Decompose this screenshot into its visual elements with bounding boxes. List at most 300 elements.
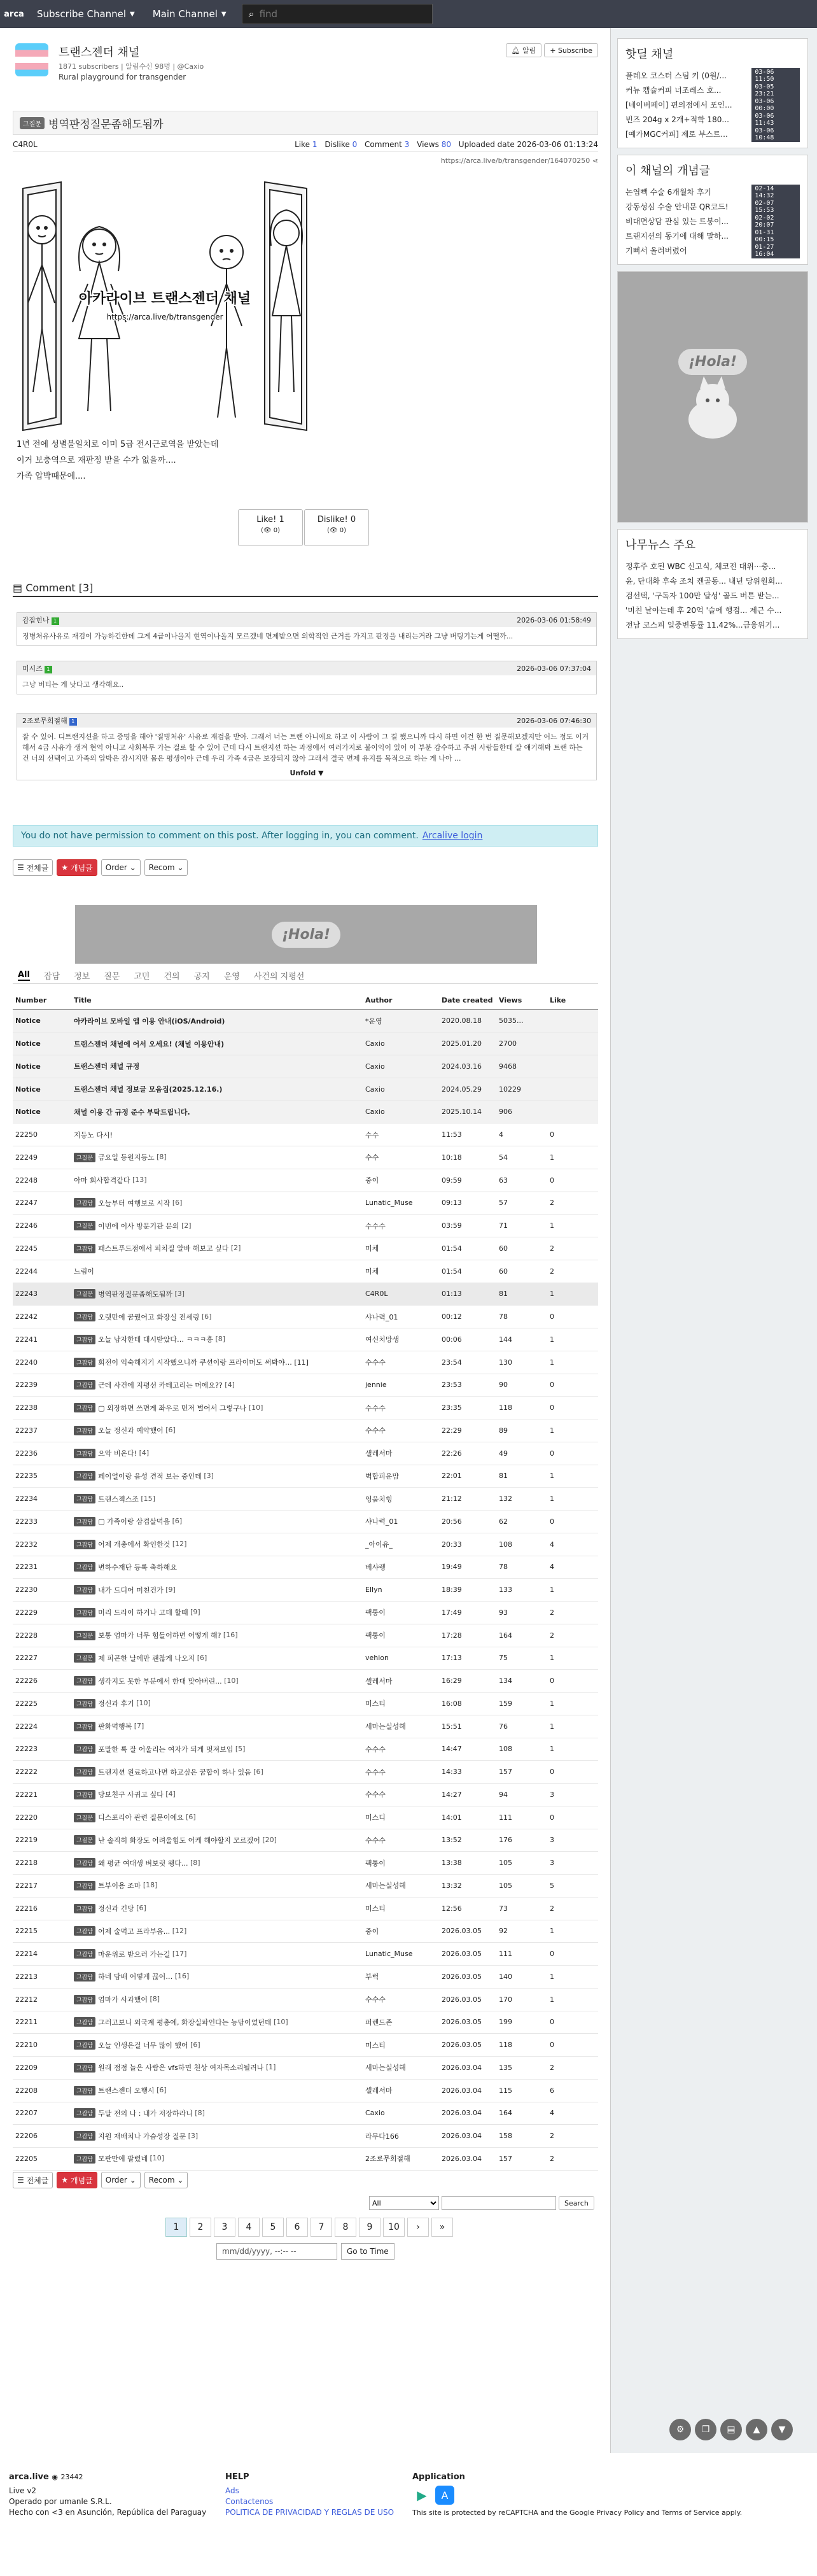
row-title (71, 1374, 363, 1397)
row-title-link[interactable]: 어제 개총에서 확인한것 (98, 1540, 171, 1549)
best-item-title: 논엽빽 수술 6개월차 후기 (625, 188, 711, 197)
order-label: Order (105, 863, 127, 872)
category-tab[interactable]: 건의 (164, 972, 180, 982)
row-author: 수수수 (363, 1784, 439, 1806)
list-item[interactable] (625, 243, 800, 258)
row-views: 164 (496, 2102, 547, 2125)
row-views: 75 (496, 1647, 547, 1670)
recom-select[interactable] (144, 859, 188, 876)
news-title[interactable]: 나무뉴스 주요 (625, 538, 696, 552)
table-row[interactable] (13, 1806, 598, 1829)
table-row[interactable] (13, 2125, 598, 2148)
row-title (71, 2079, 363, 2102)
bell-icon: 🔔︎ (511, 46, 520, 55)
row-title-link[interactable]: 내가 드디어 미친건가 (98, 1586, 164, 1594)
row-title-link[interactable]: 으악 비온다! (98, 1449, 137, 1458)
row-title-link[interactable]: 정신과 후기 (98, 1700, 134, 1708)
table-row[interactable] (13, 1306, 598, 1328)
login-link[interactable]: Arcalive login (422, 831, 483, 841)
list-item[interactable] (625, 617, 800, 632)
footer-visitor-count: 23442 (60, 2473, 83, 2481)
table-row[interactable] (13, 1192, 598, 1214)
row-title-link[interactable]: 보통 엄마가 너무 힘들어하면 어떻게 해? (98, 1631, 221, 1640)
row-title-link[interactable]: 변하수재단 등록 축하해요 (98, 1563, 177, 1572)
go-to-time-button[interactable]: Go to Time (341, 2243, 395, 2260)
page-button[interactable]: 6 (286, 2218, 308, 2237)
hotdeal-title[interactable]: 핫딜 채널 (625, 48, 674, 61)
subscribe-channel-menu[interactable] (28, 0, 144, 28)
category-tab[interactable]: 질문 (104, 972, 120, 982)
row-title (71, 1784, 363, 1806)
row-title-link[interactable]: 그러고보니 외국계 평총에, 화장실파인다는 능담이었던데 (98, 2018, 272, 2027)
order-select[interactable] (101, 859, 141, 876)
comment-author[interactable]: 2조로무희절해 (22, 717, 67, 725)
row-title-link[interactable]: 금요일 등원지등노 (98, 1153, 155, 1162)
app-store-icon[interactable]: A (435, 2486, 454, 2505)
row-title-link[interactable]: 생각지도 못한 부분에서 한대 맞아버린... (98, 1677, 222, 1686)
order-select[interactable] (101, 2172, 141, 2188)
page-button[interactable]: 3 (214, 2218, 235, 2237)
row-views: 62 (496, 1510, 547, 1533)
search-input[interactable] (260, 8, 412, 20)
row-title-link[interactable]: 지원 재배치나 가슴성장 질문 (98, 2132, 186, 2141)
row-date: 18:39 (439, 1579, 496, 1601)
table-row[interactable] (13, 2148, 598, 2171)
row-title-link[interactable]: 오랫만에 꿈꿨어고 화장실 전세링 (98, 1313, 200, 1321)
list-item[interactable] (625, 199, 800, 214)
list-item[interactable] (625, 83, 800, 97)
row-title-link[interactable]: 패스트푸드점에서 피치질 알바 해보고 싶다 (98, 1244, 229, 1253)
row-category-badge: 그잡담 (74, 1358, 95, 1367)
channel-logo[interactable] (15, 43, 48, 76)
chevron-down-icon: ⌄ (129, 863, 136, 872)
notice-row[interactable] (13, 1055, 598, 1078)
row-title-link[interactable]: 오늘 남자한테 대시받았다… ㅋㅋㅋ흥 (98, 1335, 213, 1344)
table-row[interactable] (13, 1419, 598, 1442)
table-row[interactable] (13, 1943, 598, 1966)
google-play-icon[interactable]: ▶ (417, 2488, 427, 2503)
like-vote-button[interactable] (238, 509, 303, 546)
row-title-link[interactable]: 트랜스젠더 채널 정보글 모음집(2025.12.16.) (74, 1085, 223, 1094)
chevron-down-icon: ⌄ (177, 2176, 184, 2185)
list-item[interactable] (625, 588, 800, 603)
table-row[interactable] (13, 1897, 598, 1920)
category-tab[interactable]: 정보 (74, 972, 90, 982)
all-posts-button[interactable] (13, 859, 53, 876)
row-date: 2024.03.16 (439, 1055, 496, 1078)
post-title: 병역판정질문좀해도됨까 (48, 118, 164, 131)
list-item[interactable] (625, 574, 800, 588)
comment-author[interactable]: 미시즈 (22, 665, 43, 673)
page-button[interactable]: 5 (262, 2218, 284, 2237)
table-row[interactable] (13, 1715, 598, 1738)
list-item[interactable] (625, 214, 800, 229)
table-row[interactable] (13, 1260, 598, 1283)
page-button[interactable]: 8 (335, 2218, 356, 2237)
row-category-badge: 그잡담 (74, 1403, 95, 1412)
table-row[interactable] (13, 1283, 598, 1306)
list-item[interactable] (625, 68, 800, 83)
row-title-link[interactable]: 왜 평균 여대생 벼보럿 왱다... (98, 1859, 188, 1868)
row-like: 0 (547, 2011, 598, 2034)
comment-item (17, 713, 597, 780)
table-row[interactable] (13, 1328, 598, 1351)
row-like: 1 (547, 1966, 598, 1988)
row-title-link[interactable]: 트랜스젠더 채널 규정 (74, 1062, 140, 1071)
row-title-link[interactable]: 이번에 이사 방문기관 문의 (98, 1221, 179, 1230)
main-channel-label: Main Channel (152, 8, 218, 20)
row-views: 10229 (496, 1078, 547, 1101)
row-title-link[interactable]: 근데 사건에 지평선 카테고리는 머에요?? (98, 1381, 223, 1390)
table-row[interactable] (13, 1397, 598, 1419)
best-posts-widget (617, 155, 808, 265)
row-like: 3 (547, 1784, 598, 1806)
next-page-button[interactable]: › (407, 2218, 429, 2237)
hotdeal-item-time: 03-05 23:21 (751, 83, 800, 98)
row-number: 22247 (13, 1192, 71, 1214)
table-row[interactable] (13, 1374, 598, 1397)
settings-icon[interactable]: ⚙ (669, 2419, 691, 2440)
table-row[interactable] (13, 1169, 598, 1192)
post-author[interactable]: C4R0L (13, 139, 38, 149)
table-row[interactable] (13, 1647, 598, 1670)
level-icon: 1 (52, 617, 59, 625)
row-title-link[interactable]: 원래 점점 늘은 사람은 vfs하면 천상 여자목소리될려나 (98, 2064, 264, 2073)
row-title-link[interactable]: 트랜지션 왼료하고나면 하고싶은 꿈합이 하나 있음 (98, 1768, 251, 1777)
row-like: 4 (547, 2102, 598, 2125)
row-title-link[interactable]: 트랜스젝스조 (98, 1495, 139, 1503)
row-author: 중이 (363, 1169, 439, 1192)
table-row[interactable] (13, 1761, 598, 1784)
row-date: 01:54 (439, 1237, 496, 1260)
all-posts-button[interactable] (13, 2172, 53, 2188)
scroll-bottom-icon[interactable]: ▼ (771, 2419, 793, 2440)
row-author: Ellyn (363, 1579, 439, 1601)
page-button[interactable]: 7 (311, 2218, 332, 2237)
row-title-link[interactable]: 아카라이브 모바일 앱 이용 안내(iOS/Android) (74, 1017, 225, 1025)
table-row[interactable] (13, 2034, 598, 2057)
row-author: Caxio (363, 1078, 439, 1101)
footer-policy-link[interactable]: POLITICA DE PRIVACIDAD Y REGLAS DE USO (225, 2508, 395, 2517)
row-views: 170 (496, 1988, 547, 2011)
subscribe-button[interactable]: + Subscribe (544, 43, 598, 57)
best-posts-label: 개념글 (70, 2176, 93, 2185)
row-title-link[interactable]: 제 피곤한 날에만 괜찮게 나오지 (98, 1654, 195, 1663)
row-date: 2025.10.14 (439, 1101, 496, 1123)
ad-banner[interactable] (75, 905, 537, 964)
page-button[interactable]: 2 (190, 2218, 211, 2237)
row-title-link[interactable]: 트랜스젠더 채널에 어서 오세요! (채널 이용안내) (74, 1039, 225, 1048)
row-title-link[interactable]: 오늘부터 여행보로 시작 (98, 1199, 171, 1207)
comment-date: 2026-03-06 07:46:30 (517, 716, 591, 725)
row-title-link[interactable]: 엄마가 사과했어 (98, 1995, 148, 2004)
row-category-badge: 그잡담 (74, 1426, 95, 1435)
row-title-link[interactable]: 병역판정질문좀해도됨까 (98, 1290, 172, 1299)
list-item[interactable] (625, 559, 800, 574)
row-title-link[interactable]: 마운위로 받으러 가는길 (98, 1950, 171, 1959)
row-title (71, 1055, 363, 1078)
row-date: 23:53 (439, 1374, 496, 1397)
category-tab[interactable]: 고민 (134, 972, 150, 982)
board-search-button[interactable]: Search (559, 2196, 594, 2210)
table-row[interactable] (13, 1146, 598, 1169)
row-title-link[interactable]: 채널 이용 간 규정 준수 부탁드립니다. (74, 1108, 190, 1116)
dislike-vote-button[interactable] (304, 509, 369, 546)
table-row[interactable] (13, 1601, 598, 1624)
last-page-button[interactable]: » (431, 2218, 453, 2237)
arca-logo[interactable]: arca (4, 9, 24, 19)
page-button[interactable]: 1 (165, 2218, 187, 2237)
table-row[interactable] (13, 2057, 598, 2080)
row-comment-count: [10] (147, 2154, 165, 2163)
recom-select[interactable] (144, 2172, 188, 2188)
hotdeal-item-title: 빈즈 204g x 2개+적학 180... (625, 115, 729, 124)
row-comment-count: [10] (246, 1403, 263, 1412)
row-date: 2026.03.05 (439, 2034, 496, 2057)
row-like: 2 (547, 2057, 598, 2080)
list-item[interactable] (625, 97, 800, 112)
notice-row[interactable] (13, 1101, 598, 1123)
row-title-link[interactable]: 트부이용 조마 (98, 1882, 141, 1890)
row-number: 22231 (13, 1556, 71, 1579)
row-like: 0 (547, 1169, 598, 1192)
footer-contact-link[interactable]: Contactenos (225, 2497, 274, 2506)
row-views: 105 (496, 1875, 547, 1897)
notice-row[interactable] (13, 1078, 598, 1101)
row-title (71, 2125, 363, 2148)
row-comment-count: [16] (172, 1972, 190, 1981)
list-item[interactable] (625, 229, 800, 243)
row-title-link[interactable]: 두달 전의 나 : 내가 저장하라니 (98, 2109, 193, 2118)
row-views: 2700 (496, 1032, 547, 1055)
category-tab[interactable]: 사건의 지평선 (253, 972, 305, 982)
table-row[interactable] (13, 1624, 598, 1647)
comment-label: Comment (365, 139, 402, 149)
table-row[interactable] (13, 2102, 598, 2125)
page-button[interactable]: 10 (383, 2218, 405, 2237)
row-views: 159 (496, 1693, 547, 1715)
row-title-link[interactable]: 모판만에 팔렸네 (98, 2155, 148, 2164)
search-icon[interactable]: ⌕ (248, 8, 255, 20)
table-row[interactable] (13, 1920, 598, 1943)
notice-row[interactable] (13, 1010, 598, 1032)
row-number: Notice (13, 1078, 71, 1101)
copy-icon[interactable]: ❐ (695, 2419, 716, 2440)
table-row[interactable] (13, 1123, 598, 1146)
table-row[interactable] (13, 1237, 598, 1260)
date-query (216, 2243, 395, 2260)
row-title-link[interactable]: 머리 드라이 하거나 고데 할때 (98, 1608, 188, 1617)
category-tab[interactable]: 운영 (223, 972, 240, 982)
row-views: 118 (496, 1397, 547, 1419)
best-item-time: 01-31 00:15 (751, 229, 800, 244)
row-category-badge: 그잡담 (74, 2131, 95, 2141)
row-author: 셀레서마 (363, 2079, 439, 2102)
row-title-link[interactable]: 정신과 긴당 (98, 1904, 134, 1913)
table-row[interactable] (13, 2079, 598, 2102)
row-title-link[interactable]: 하네 담배 어떻게 끊어… (98, 1973, 173, 1981)
row-title-link[interactable]: 페이얼이랑 음성 견적 보는 중인데 (98, 1472, 202, 1481)
row-comment-count: [18] (141, 1881, 158, 1890)
row-views: 133 (496, 1579, 547, 1601)
best-item-title: 트랜지션의 동기에 대해 말하... (625, 232, 729, 241)
hotdeal-item-title: [예가MGC커피] 제로 부스트... (625, 130, 728, 139)
row-title-link[interactable]: 난 솔직히 화장도 어려울힘도 어케 해야할지 모르겠어 (98, 1836, 260, 1845)
row-title-link[interactable]: 지등노 다시! (74, 1130, 113, 1139)
comment-item (17, 661, 597, 694)
row-title (71, 1192, 363, 1214)
top-nav (0, 0, 817, 28)
row-title-link[interactable]: 포말한 록 잘 어울리는 여자가 되게 멋져보임 (98, 1745, 234, 1754)
best-item-time: 01-27 16:04 (751, 243, 800, 258)
search-scope-select[interactable] (369, 2196, 439, 2210)
star-icon: ★ (61, 2176, 69, 2185)
row-title (71, 1533, 363, 1556)
row-category-badge: 그질문 (74, 1221, 95, 1230)
row-title-link[interactable]: ▢ 외장하면 쓰면게 좌우로 먼저 벌어서 그렇구나 (98, 1404, 247, 1412)
write-icon[interactable]: ▤ (720, 2419, 742, 2440)
row-date: 14:27 (439, 1784, 496, 1806)
comments-title: Comment [3] (25, 582, 94, 594)
table-row[interactable] (13, 1465, 598, 1488)
search-box (242, 4, 433, 24)
table-row[interactable] (13, 2011, 598, 2034)
category-tab[interactable]: 잡담 (43, 972, 60, 982)
board-search-input[interactable] (442, 2196, 556, 2210)
row-title-link[interactable]: 회전이 익숙해지기 시작했으니까 쿠션이랑 프라이머도 써봐야… [11] (98, 1358, 309, 1367)
table-row[interactable] (13, 1556, 598, 1579)
row-category-badge: 그잡담 (74, 1562, 95, 1572)
share-icon[interactable]: ⋖ (592, 157, 598, 165)
row-views: 71 (496, 1214, 547, 1237)
row-number: 22228 (13, 1624, 71, 1647)
main-channel-menu[interactable] (144, 0, 235, 28)
table-row[interactable] (13, 1510, 598, 1533)
best-posts-button[interactable] (57, 859, 97, 876)
table-row[interactable] (13, 1214, 598, 1237)
order-label: Order (105, 2176, 127, 2185)
table-row[interactable] (13, 1693, 598, 1715)
row-date: 12:56 (439, 1897, 496, 1920)
row-number: 22213 (13, 1966, 71, 1988)
row-author: 수수수 (363, 1988, 439, 2011)
row-category-badge: 그잡담 (74, 1767, 95, 1777)
row-title-link[interactable]: 오늘 정신과 예약했어 (98, 1426, 164, 1435)
list-icon: ☰ (17, 2176, 24, 2185)
row-category-badge: 그잡담 (74, 1699, 95, 1708)
row-author: 미스티 (363, 2034, 439, 2057)
comment-item (17, 612, 597, 646)
table-row[interactable] (13, 1966, 598, 1988)
row-like: 2 (547, 1601, 598, 1624)
table-row[interactable] (13, 1875, 598, 1897)
list-item[interactable] (625, 127, 800, 141)
unfold-button[interactable]: Unfold ▼ (290, 769, 324, 777)
post-url[interactable] (382, 157, 598, 165)
table-row[interactable] (13, 1579, 598, 1601)
row-comment-count: [7] (132, 1722, 144, 1731)
table-row[interactable] (13, 1829, 598, 1852)
row-title (71, 1897, 363, 1920)
row-like: 1 (547, 1738, 598, 1761)
row-author: 벽합피운맘 (363, 1465, 439, 1488)
row-title-link[interactable]: 느림이 (74, 1267, 94, 1276)
list-item[interactable] (625, 185, 800, 199)
row-title (71, 1306, 363, 1328)
page-button[interactable]: 4 (238, 2218, 260, 2237)
row-author: 팩퉁이 (363, 1601, 439, 1624)
row-author: 수수수 (363, 1351, 439, 1374)
row-views: 9468 (496, 1055, 547, 1078)
chevron-down-icon: ▼ (130, 10, 135, 18)
notice-row[interactable] (13, 1032, 598, 1055)
row-title-link[interactable]: ▢ 가족이랑 삼겹살먹음 (98, 1517, 171, 1526)
table-row[interactable] (13, 1988, 598, 2011)
row-title-link[interactable]: 당보친구 사귀고 싶다 (98, 1791, 164, 1799)
best-posts-title[interactable]: 이 채널의 개념글 (625, 164, 711, 178)
table-row[interactable] (13, 1488, 598, 1510)
table-row[interactable] (13, 1533, 598, 1556)
row-title-link[interactable]: 아마 회사합격같다 (74, 1176, 130, 1185)
row-title-link[interactable]: 오늘 인생은걸 너무 많이 했어 (98, 2041, 188, 2050)
list-item[interactable] (625, 112, 800, 127)
row-author: jennie (363, 1374, 439, 1397)
list-item[interactable] (625, 603, 800, 617)
comment-author[interactable]: 감잡힌나 (22, 616, 50, 624)
channel-title[interactable]: 트랜스젠더 채널 (59, 46, 140, 59)
row-date: 01:13 (439, 1283, 496, 1306)
notify-button[interactable] (506, 43, 542, 57)
footer-operator: Operado por umanle S.R.L. (9, 2497, 112, 2506)
row-title-link[interactable]: 판화먹행복 (98, 1722, 132, 1731)
table-row[interactable] (13, 1670, 598, 1693)
category-tab[interactable]: 공지 (193, 972, 210, 982)
row-author: 세마는실성해 (363, 1875, 439, 1897)
row-author: 미스디 (363, 1806, 439, 1829)
category-tab[interactable]: All (18, 970, 30, 980)
footer-app-title: Application (412, 2472, 465, 2482)
footer-ads-link[interactable]: Ads (225, 2486, 239, 2495)
scroll-top-icon[interactable]: ▲ (746, 2419, 767, 2440)
row-author: 셀레서마 (363, 1670, 439, 1693)
row-title-link[interactable]: 어제 술먹고 프라부음... (98, 1927, 171, 1936)
table-row[interactable] (13, 1351, 598, 1374)
row-date: 17:13 (439, 1647, 496, 1670)
best-posts-label: 개념글 (70, 863, 93, 873)
row-comment-count: [8] (188, 1858, 200, 1867)
best-posts-button[interactable] (57, 2172, 97, 2188)
row-category-badge: 그잡담 (74, 1449, 95, 1458)
col-like: Like (547, 992, 598, 1010)
sidebar-ad[interactable] (617, 271, 808, 523)
row-number: 22205 (13, 2148, 71, 2171)
table-row[interactable] (13, 1442, 598, 1465)
dislike-label: Dislike (325, 139, 350, 149)
row-comment-count: [3] (186, 2131, 199, 2140)
row-title (71, 1032, 363, 1055)
row-views: 111 (496, 1943, 547, 1966)
table-row[interactable] (13, 1784, 598, 1806)
row-date: 22:01 (439, 1465, 496, 1488)
table-row[interactable] (13, 1738, 598, 1761)
page-button[interactable]: 9 (359, 2218, 381, 2237)
row-title-link[interactable]: 트랜스젠더 오행시 (98, 2087, 155, 2095)
row-title-link[interactable]: 디스포리아 관련 질문이에요 (98, 1813, 184, 1822)
row-comment-count: [10] (221, 1676, 239, 1685)
date-time-input[interactable]: mm/dd/yyyy, --:-- -- (216, 2243, 337, 2260)
table-row[interactable] (13, 1852, 598, 1875)
row-category-badge: 그잡담 (74, 1312, 95, 1321)
